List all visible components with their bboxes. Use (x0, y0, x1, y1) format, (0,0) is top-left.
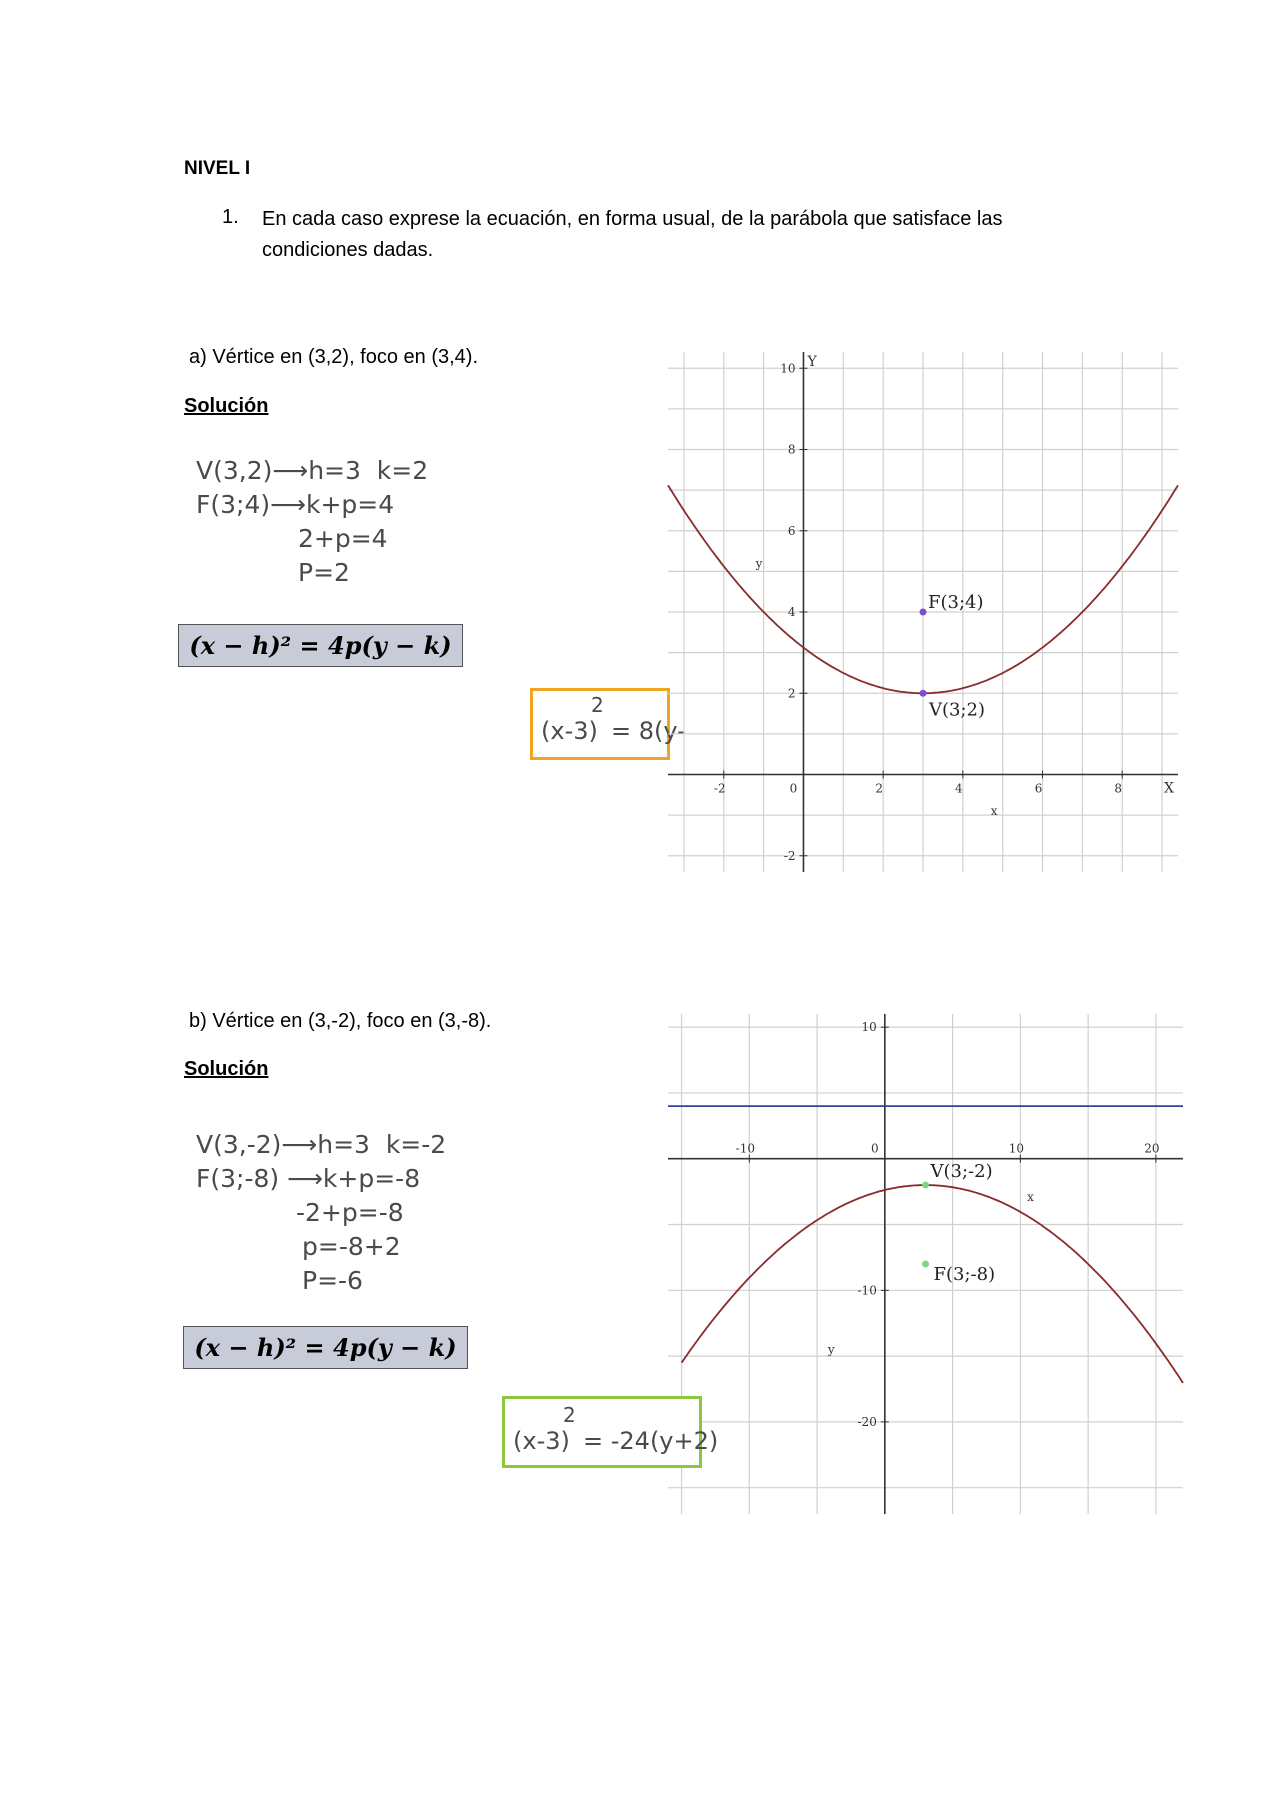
item-number: 1. (222, 206, 239, 228)
x-axis-label: x (1027, 1189, 1034, 1204)
problem-b-solution-label: Solución (184, 1058, 269, 1080)
problem-a-general-formula: (x − h)² = 4p(y − k) (178, 624, 463, 667)
y-axis-letter: Y (807, 354, 817, 370)
problem-b-answer-exponent: 2 (563, 1403, 576, 1427)
x-tick-label: 10 (1008, 1141, 1025, 1156)
problem-b-work-line-1: V(3,-2)⟶h=3 k=-2 (196, 1130, 447, 1159)
y-tick-label: -10 (857, 1283, 877, 1298)
x-tick-label: 8 (1114, 781, 1123, 796)
item-text: En cada caso exprese la ecuación, en forma usual, de la parábola que satisface las condiciones dadas. (262, 208, 1003, 261)
y-tick-label: 10 (780, 361, 796, 376)
point-label: F(3;-8) (933, 1264, 996, 1285)
problem-b-answer-box (502, 1396, 719, 1468)
y-tick-label: -2 (783, 848, 796, 863)
point-marker (920, 609, 927, 616)
problem-b-statement: b) Vértice en (3,-2), foco en (3,-8). (189, 1010, 492, 1032)
x-tick-label: 20 (1144, 1141, 1160, 1156)
problem-a-work-line-4: P=2 (298, 558, 350, 587)
x-tick-label: 0 (789, 781, 798, 796)
point-marker (922, 1182, 929, 1189)
chart-a (668, 352, 1178, 872)
x-tick-label: -2 (713, 781, 726, 796)
y-axis-label: y (827, 1342, 835, 1357)
section-heading: NIVEL I (184, 158, 251, 179)
y-tick-label: 2 (787, 686, 796, 701)
y-tick-label: 6 (787, 523, 796, 538)
problem-a-answer-box (530, 688, 686, 760)
x-axis-label: x (990, 804, 998, 819)
series-line (682, 1185, 1183, 1383)
y-tick-label: 8 (787, 442, 796, 457)
problem-a-work-line-3: 2+p=4 (298, 524, 388, 553)
problem-a-work-line-1: V(3,2)⟶h=3 k=2 (196, 456, 429, 485)
y-tick-label: 4 (787, 605, 796, 619)
y-axis-label: y (755, 556, 763, 571)
chart-b (668, 1014, 1183, 1514)
x-tick-label: 6 (1034, 781, 1043, 796)
problem-a-statement: a) Vértice en (3,2), foco en (3,4). (189, 346, 479, 368)
point-label: F(3;4) (928, 592, 984, 613)
problem-a-answer-rest: = 8(y- (611, 717, 686, 745)
x-axis-letter: X (1164, 780, 1174, 797)
problem-b-work-line-2: F(3;-8) ⟶k+p=-8 (196, 1164, 421, 1193)
point-marker (922, 1261, 929, 1268)
point-label: V(3;-2) (930, 1161, 993, 1183)
y-tick-label: 10 (861, 1020, 877, 1035)
problem-b-general-formula: (x − h)² = 4p(y − k) (183, 1326, 468, 1369)
problem-b-answer-rest: = -24(y+2) (583, 1427, 719, 1455)
x-tick-label: 2 (875, 781, 883, 796)
problem-a-solution-label: Solución (184, 395, 269, 417)
problem-b-answer-base: (x-3) (513, 1427, 570, 1455)
x-tick-label: 4 (955, 781, 963, 796)
point-label: V(3;2) (929, 699, 986, 721)
x-tick-label: 0 (871, 1141, 879, 1156)
point-marker (920, 690, 927, 697)
problem-b-work-line-4: p=-8+2 (302, 1232, 401, 1261)
y-tick-label: -20 (857, 1414, 877, 1429)
problem-a-work-line-2: F(3;4)⟶k+p=4 (196, 490, 395, 519)
problem-b-work-line-5: P=-6 (302, 1266, 363, 1295)
x-tick-label: -10 (735, 1141, 755, 1156)
problem-b-work-line-3: -2+p=-8 (296, 1198, 404, 1227)
problem-a-answer-base: (x-3) (541, 717, 598, 745)
problem-a-answer-exponent: 2 (591, 693, 604, 717)
